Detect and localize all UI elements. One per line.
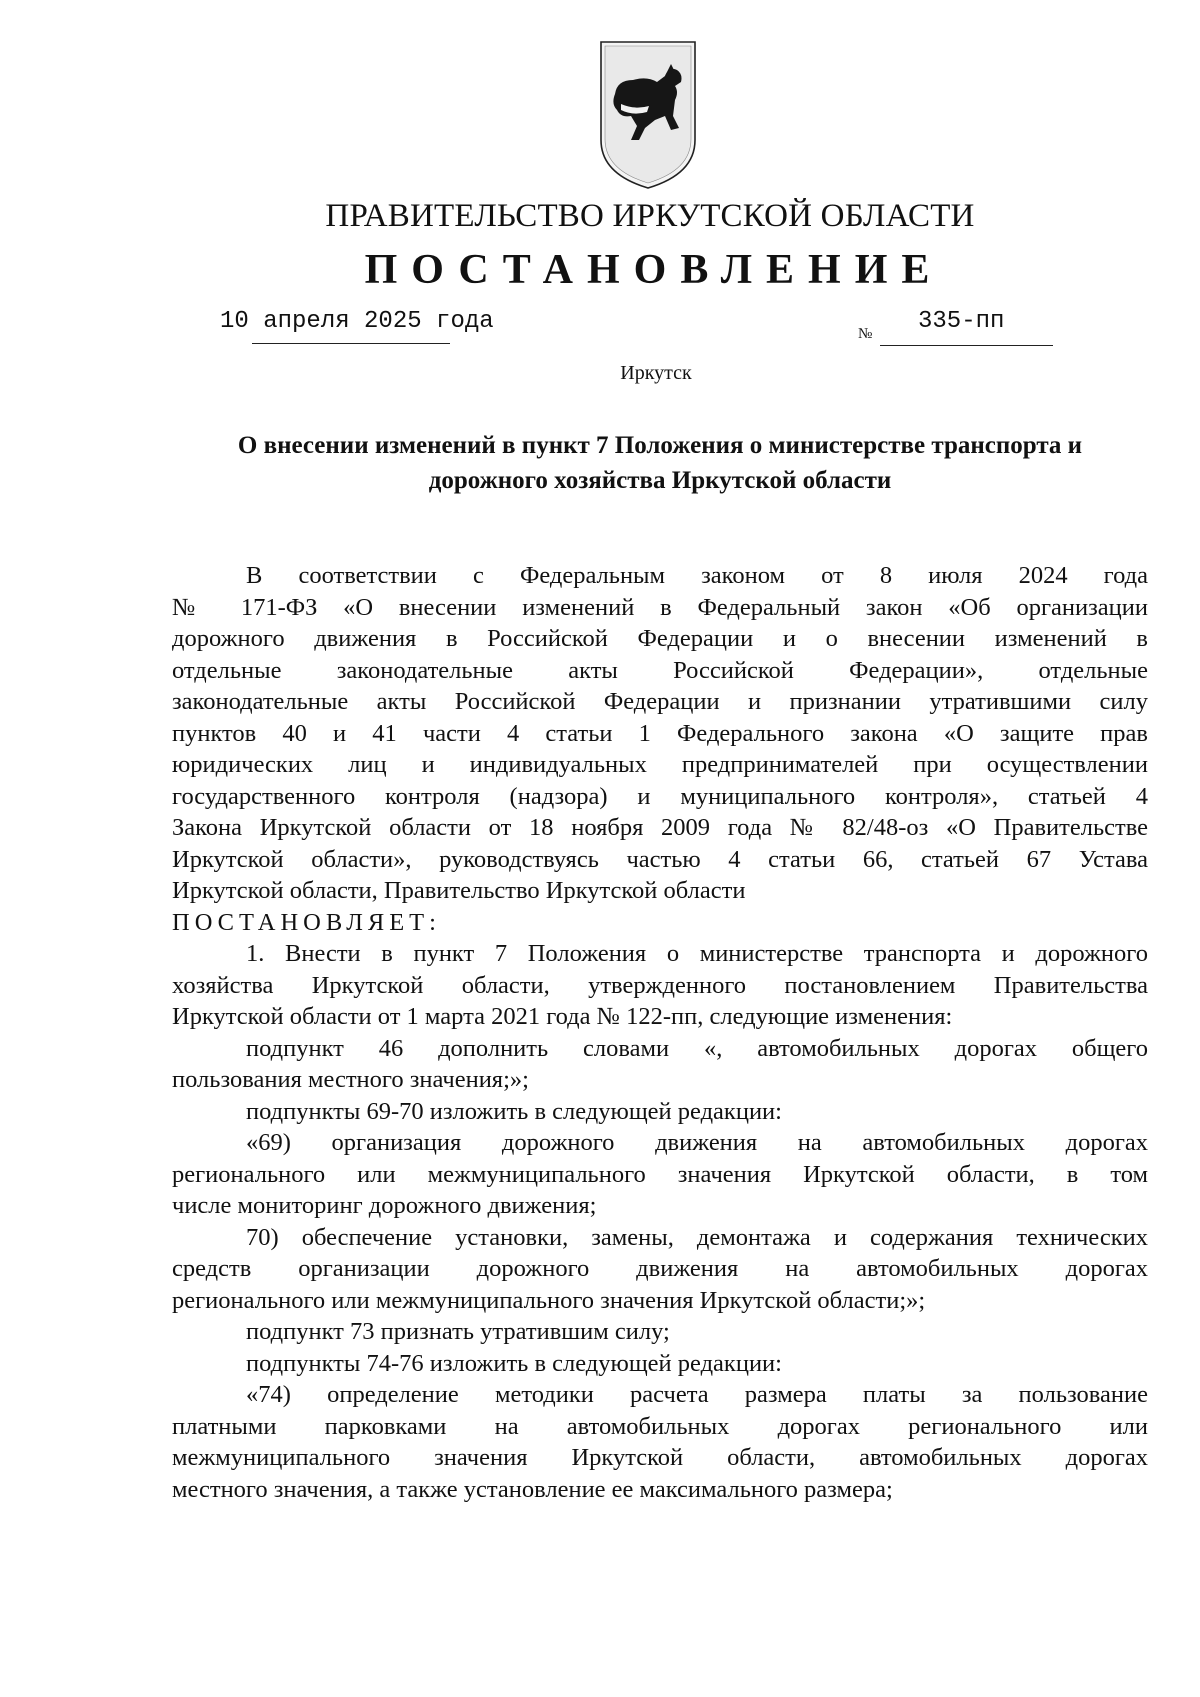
subitems-69-70-intro bbox=[172, 1096, 1148, 1128]
text-line: числе мониторинг дорожного движения; bbox=[172, 1192, 597, 1219]
text-line: хозяйства Иркутской области, утвержденного постановлением Правительства bbox=[172, 971, 1148, 999]
subitem-73-paragraph bbox=[172, 1316, 1148, 1348]
preamble-paragraph bbox=[172, 560, 1148, 907]
text-line: № 171-ФЗ «О внесении изменений в Федеральный закон «Об организации bbox=[172, 593, 1148, 621]
text-line: «69) организация дорожного движения на автомобильных дорогах bbox=[246, 1129, 1148, 1156]
subitem-70-paragraph bbox=[172, 1222, 1148, 1317]
subitem-46-paragraph bbox=[172, 1033, 1148, 1096]
document-city: Иркутск bbox=[620, 362, 692, 384]
text-line: законодательные акты Российской Федерации и признании утратившими силу bbox=[172, 688, 1148, 715]
text-line: дорожного движения в Российской Федерации и о внесении изменений в bbox=[172, 625, 1148, 652]
text-line: Иркутской области от 1 марта 2021 года № 122-пп, следующие изменения: bbox=[172, 1003, 953, 1030]
number-underline bbox=[880, 345, 1053, 346]
text-line: регионального или межмуниципального значения Иркутской области;»; bbox=[172, 1286, 926, 1314]
text-line: подпункт 46 дополнить словами «, автомобильных дорогах общего bbox=[246, 1034, 1148, 1062]
text-line: местного значения, а также установление ее максимального размера; bbox=[172, 1475, 893, 1503]
subitem-69-paragraph bbox=[172, 1127, 1148, 1222]
text-line: Иркутской области», руководствуясь частью 4 статьи 66, статьей 67 Устава bbox=[172, 845, 1148, 873]
text-line: «74) определение методики расчета размера платы за пользование bbox=[246, 1381, 1148, 1408]
text-line: государственного контроля (надзора) и муниципального контроля», статьей 4 bbox=[172, 782, 1148, 810]
text-line: регионального или межмуниципального значения Иркутской области, в том bbox=[172, 1160, 1148, 1188]
text-line: юридических лиц и индивидуальных предпринимателей при осуществлении bbox=[172, 751, 1148, 778]
text-line: средств организации дорожного движения на автомобильных дорогах bbox=[172, 1255, 1148, 1282]
text-line: 1. Внести в пункт 7 Положения о министерстве транспорта и дорожного bbox=[246, 940, 1148, 967]
document-number: 335-пп bbox=[918, 308, 1005, 335]
irkutsk-coat-of-arms-icon bbox=[595, 36, 701, 192]
text-line: отдельные законодательные акты Российской Федерации», отдельные bbox=[172, 656, 1148, 684]
government-name: ПРАВИТЕЛЬСТВО ИРКУТСКОЙ ОБЛАСТИ bbox=[325, 198, 975, 234]
subitems-74-76-intro bbox=[172, 1348, 1148, 1380]
number-label: № bbox=[858, 326, 873, 342]
document-type: ПОСТАНОВЛЕНИЕ bbox=[364, 247, 944, 293]
document-title: О внесении изменений в пункт 7 Положения о министерстве транспорта и дорожного хозяйства Иркутской области bbox=[237, 432, 1083, 494]
text-line: подпункты 74-76 изложить в следующей редакции: bbox=[246, 1349, 782, 1377]
item-1-paragraph bbox=[172, 938, 1148, 1033]
text-line: пунктов 40 и 41 части 4 статьи 1 Федерального закона «О защите прав bbox=[172, 719, 1148, 747]
decree-word: ПОСТАНОВЛЯЕТ: bbox=[172, 908, 441, 936]
text-line: подпункт 73 признать утратившим силу; bbox=[246, 1318, 670, 1345]
date-underline bbox=[252, 343, 450, 344]
text-line: 70) обеспечение установки, замены, демонтажа и содержания технических bbox=[246, 1223, 1148, 1251]
text-line: Закона Иркутской области от 18 ноября 2009 года № 82/48-оз «О Правительстве bbox=[172, 814, 1148, 841]
text-line: межмуниципального значения Иркутской области, автомобильных дорогах bbox=[172, 1444, 1148, 1471]
text-line: подпункты 69-70 изложить в следующей редакции: bbox=[246, 1097, 782, 1125]
text-line: Иркутской области, Правительство Иркутской области bbox=[172, 877, 746, 904]
text-line: пользования местного значения;»; bbox=[172, 1066, 529, 1093]
subitem-74-paragraph bbox=[172, 1379, 1148, 1505]
document-body bbox=[172, 560, 1148, 1505]
text-line: В соответствии с Федеральным законом от 8 июля 2024 года bbox=[246, 562, 1148, 589]
decree-paragraph bbox=[172, 907, 1148, 939]
document-date: 10 апреля 2025 года bbox=[220, 308, 494, 335]
text-line: платными парковками на автомобильных дорогах регионального или bbox=[172, 1412, 1148, 1440]
